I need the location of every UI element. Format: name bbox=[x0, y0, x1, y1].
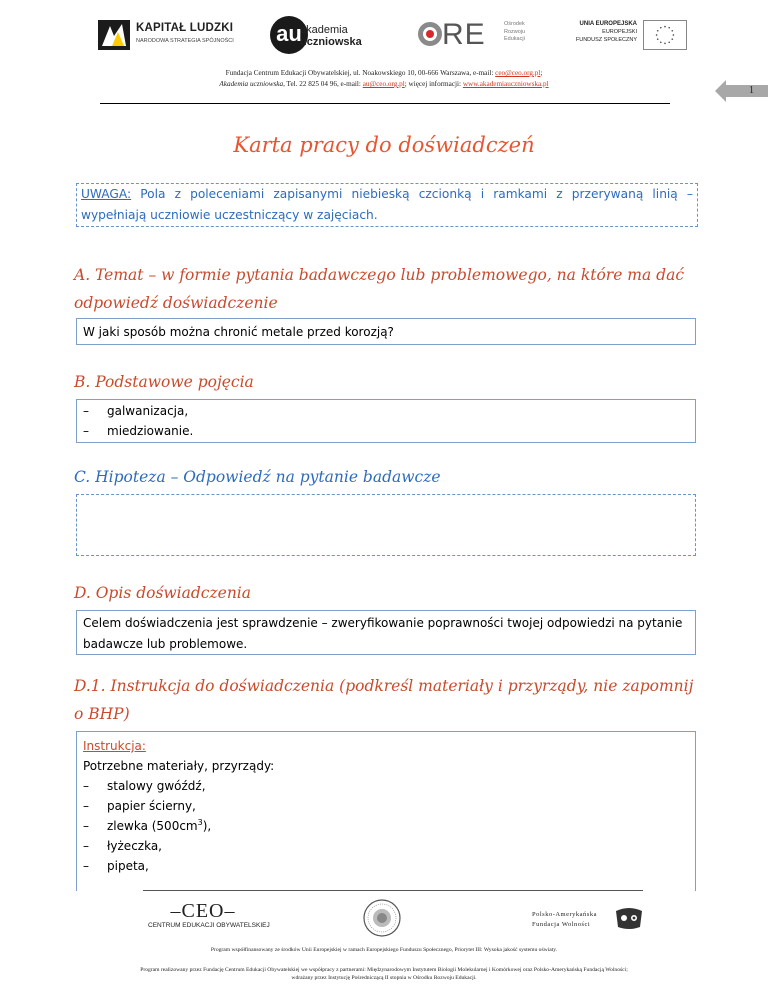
kapital-ludzki-title: KAPITAŁ LUDZKI bbox=[136, 22, 234, 34]
material-item: – pipeta, bbox=[83, 856, 689, 876]
concept-item: – miedziowanie. bbox=[83, 421, 689, 441]
eu-flag-icon bbox=[643, 20, 687, 50]
section-a-topic-box: W jaki sposób można chronić metale przed korozją? bbox=[76, 318, 696, 345]
section-d-description-box: Celem doświadczenia jest sprawdzenie – zweryfikowanie poprawności twojej odpowiedzi na pytanie badawcze lub problemowe. bbox=[76, 610, 696, 655]
ceo-logo bbox=[148, 900, 270, 932]
page-title: Karta pracy do doświadczeń bbox=[233, 133, 535, 157]
ore-logo bbox=[418, 18, 528, 54]
section-d-heading: D. Opis doświadczenia bbox=[74, 584, 251, 602]
ceo-name: CENTRUM EDUKACJI OBYWATELSKIEJ bbox=[148, 922, 270, 929]
address-line-2: Akademia uczniowska, Tel. 22 825 04 96, e-mail: au@ceo.org.pl; więcej informacji: www.akademiauczniowska.pl bbox=[219, 80, 549, 88]
page-number-tab bbox=[715, 80, 768, 102]
akademia-uczniowska-line1: akademia bbox=[300, 24, 348, 36]
pafw-emblem-icon bbox=[614, 905, 644, 931]
akademia-uczniowska-mark: au bbox=[270, 16, 308, 54]
instruction-label: Instrukcja: bbox=[83, 739, 146, 753]
ore-wordmark: RE bbox=[418, 18, 486, 52]
pafw-name: Polsko-Amerykańska Fundacja Wolności bbox=[532, 911, 597, 928]
pafw-logo bbox=[532, 909, 642, 933]
material-item: – papier ścierny, bbox=[83, 796, 689, 816]
kapital-ludzki-logo bbox=[98, 18, 238, 54]
material-item: – stalowy gwóźdź, bbox=[83, 776, 689, 796]
ceo-email-link[interactable]: ceo@ceo.org.pl bbox=[495, 69, 541, 77]
akademia-uczniowska-line2: uczniowska bbox=[300, 36, 362, 48]
material-item: – łyżeczka, bbox=[83, 836, 689, 856]
section-a-heading: A. Temat – w formie pytania badawczego lub problemowego, na które ma dać odpowiedź doświadczenie bbox=[74, 266, 685, 312]
footer-divider bbox=[143, 890, 643, 891]
website-link[interactable]: www.akademiauczniowska.pl bbox=[462, 80, 549, 88]
akademia-uczniowska-logo bbox=[270, 14, 390, 58]
footer-funding-note: Program współfinansowany ze środków Unii Europejskiej w ramach Europejskiego Funduszu Społecznego, Priorytet III: Wysoka jakość systemu oświaty. bbox=[210, 947, 558, 953]
note-label: UWAGA: bbox=[81, 187, 132, 201]
eu-logo-text: UNIA EUROPEJSKA EUROPEJSKI FUNDUSZ SPOŁECZNY bbox=[575, 21, 637, 43]
au-email-link[interactable]: au@ceo.org.pl bbox=[362, 80, 405, 88]
eu-logo bbox=[555, 18, 685, 54]
section-b-heading: B. Podstawowe pojęcia bbox=[74, 373, 254, 391]
note-box bbox=[76, 183, 698, 227]
concept-item: – galwanizacja, bbox=[83, 401, 689, 421]
section-b-concepts-box bbox=[76, 399, 696, 443]
section-c-heading: C. Hipoteza – Odpowiedź na pytanie badawcze bbox=[74, 468, 441, 486]
kapital-ludzki-flag-icon bbox=[98, 20, 130, 50]
address-line-1: Fundacja Centrum Edukacji Obywatelskiej, ul. Noakowskiego 10, 00-666 Warszawa, e-mail: ceo@ceo.org.pl; bbox=[225, 69, 543, 77]
page-number: 1 bbox=[749, 85, 754, 96]
materials-intro: Potrzebne materiały, przyrządy: bbox=[83, 759, 275, 773]
header-divider bbox=[100, 103, 670, 104]
hypothesis-answer-field[interactable] bbox=[76, 494, 696, 556]
footer-program-note: Program realizowany przez Fundację Centrum Edukacji Obywatelskiej we współpracy z partnerami: Międzynarodowym Instytutem Biologii Molekularnej i Komórkowej oraz Polsko-Amerykańską Fundacją Wolności; wdrażany przez Instytucję Pośredniczącą II stopnia w Ośrodku Rozwoju Edukacji. bbox=[140, 967, 628, 981]
institute-seal-icon bbox=[362, 898, 402, 938]
section-d1-heading: D.1. Instrukcja do doświadczenia (podkreśl materiały i przyrządy, nie zapomnij o BHP) bbox=[74, 677, 694, 723]
ore-o-icon bbox=[418, 22, 442, 46]
ceo-wordmark: –CEO– bbox=[170, 900, 236, 922]
material-item: – zlewka $(500cm^3)$, bbox=[83, 816, 689, 836]
instruction-box bbox=[76, 731, 696, 891]
kapital-ludzki-subtitle: NARODOWA STRATEGIA SPÓJNOŚCI bbox=[136, 38, 234, 44]
note-text: Pola z poleceniami zapisanymi niebieską czcionką i ramkami z przerywaną linią – wypełniają uczniowie uczestniczący w zajęciach. bbox=[81, 187, 693, 222]
ore-subtitle: Ośrodek Rozwoju Edukacji bbox=[504, 21, 526, 42]
page-tab-arrow-icon bbox=[715, 80, 768, 102]
